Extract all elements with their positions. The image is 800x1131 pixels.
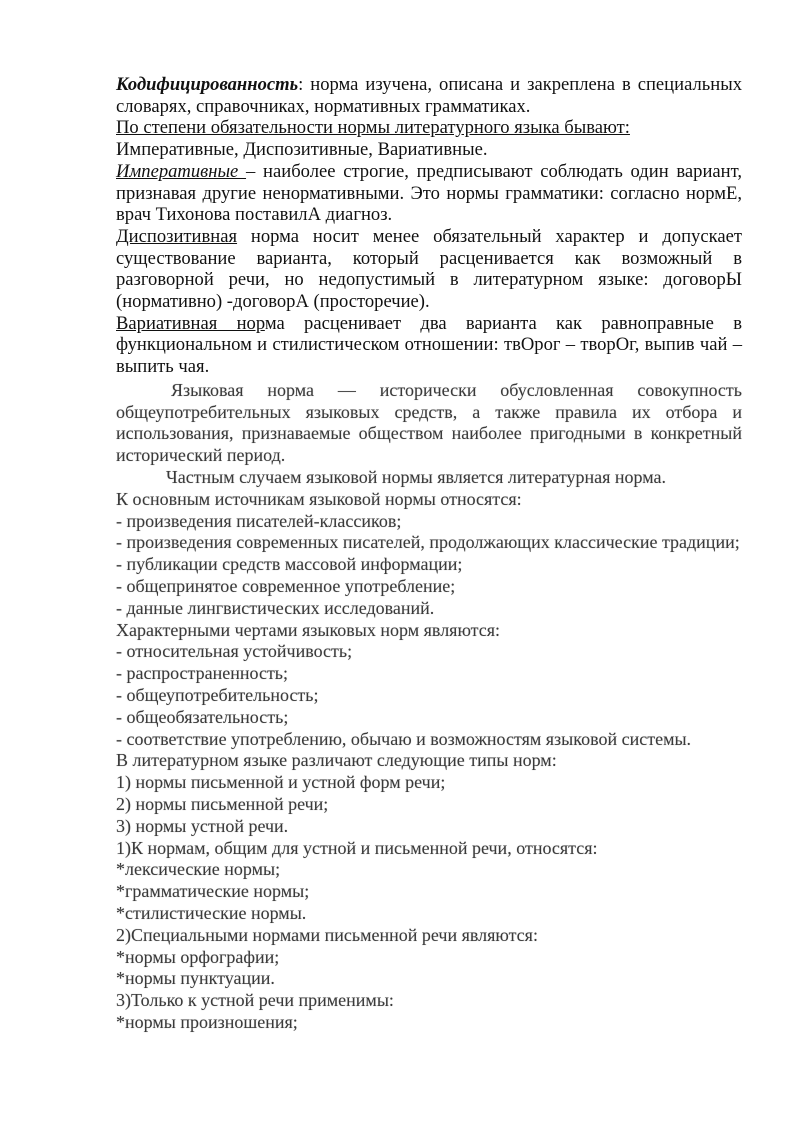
- degree-heading-text: По степени обязательности нормы литературного языка бывают:: [116, 117, 630, 139]
- definition-paragraph: Языковая норма — исторически обусловленная совокупность общеупотребительных языковых средств, а также правила их отбора и использования, признаваемые обществом наиболее пригодными в конкретный исторический период.: [116, 379, 742, 466]
- list-item: *нормы произношения;: [116, 1011, 298, 1032]
- list-item: *нормы орфографии;: [116, 946, 280, 967]
- dispositive-paragraph: [116, 226, 742, 313]
- list-item: 3) нормы устной речи.: [116, 815, 289, 836]
- dispositive-text: норма носит менее обязательный характер и допускает существование варианта, который расценивается как возможный в разговорной речи, но недопустимый в литературном языке: договорЫ (нормативно) -договорА (просторечие).: [116, 225, 742, 313]
- variative-paragraph: [116, 313, 742, 378]
- variative-text: ма расценивает два варианта как равноправные в функциональном и стилистическом отношении: твОрог – творОг, выпив чай – выпить чая.: [116, 312, 742, 378]
- list-item: - соответствие употреблению, обычаю и возможностям языковой системы.: [116, 728, 692, 749]
- codified-term: Кодифицированность: [116, 74, 299, 95]
- list-item: *стилистические нормы.: [116, 902, 307, 923]
- list-item: 1) нормы письменной и устной форм речи;: [116, 772, 446, 793]
- list-item: - публикации средств массовой информации;: [116, 554, 463, 575]
- list-item: - общепринятое современное употребление;: [116, 576, 456, 597]
- degree-heading: [116, 117, 742, 139]
- list-item: - произведения писателей-классиков;: [116, 510, 402, 531]
- list-item: - распространенность;: [116, 663, 289, 684]
- codified-paragraph: [116, 74, 742, 117]
- list-item: - произведения современных писателей, продолжающих классические традиции;: [116, 532, 740, 553]
- dispositive-term: Диспозитивная: [116, 225, 238, 247]
- list-item: - относительная устойчивость;: [116, 641, 353, 662]
- list-item: *лексические нормы;: [116, 859, 281, 880]
- common-norms-heading: 1)К нормам, общим для устной и письменной речи, относятся:: [116, 837, 598, 858]
- document-body: [116, 74, 742, 1034]
- list-item: *грамматические нормы;: [116, 881, 310, 902]
- sources-heading: К основным источникам языковой нормы относятся:: [116, 488, 522, 509]
- list-item: 2) нормы письменной речи;: [116, 793, 329, 814]
- variative-term: Вариативная нор: [116, 312, 265, 334]
- imperative-paragraph: [116, 161, 742, 226]
- imperative-term: Императивные: [116, 160, 247, 182]
- codified-text: : норма изучена, описана и закреплена в специальных словарях, справочниках, нормативных грамматиках.: [116, 74, 742, 117]
- list-item: - общеобязательность;: [116, 706, 289, 727]
- oral-norms-heading: 3)Только к устной речи применимы:: [116, 990, 394, 1011]
- list-item: - общеупотребительность;: [116, 685, 319, 705]
- list-item: - данные лингвистических исследований.: [116, 597, 435, 618]
- types-heading: В литературном языке различают следующие типы норм:: [116, 750, 557, 771]
- list-item: *нормы пунктуации.: [116, 968, 275, 989]
- imperative-text: – наиболее строгие, предписывают соблюдать один вариант, признавая другие ненормативными. Это нормы грамматики: согласно нормЕ, врач Тихонова поставилА диагноз.: [116, 160, 742, 226]
- features-heading: Характерными чертами языковых норм являются:: [116, 619, 501, 640]
- literary-norm-paragraph: Частным случаем языковой нормы является литературная норма.: [166, 467, 667, 488]
- degree-list: Императивные, Диспозитивные, Вариативные.: [116, 139, 488, 161]
- written-norms-heading: 2)Специальными нормами письменной речи являются:: [116, 924, 538, 945]
